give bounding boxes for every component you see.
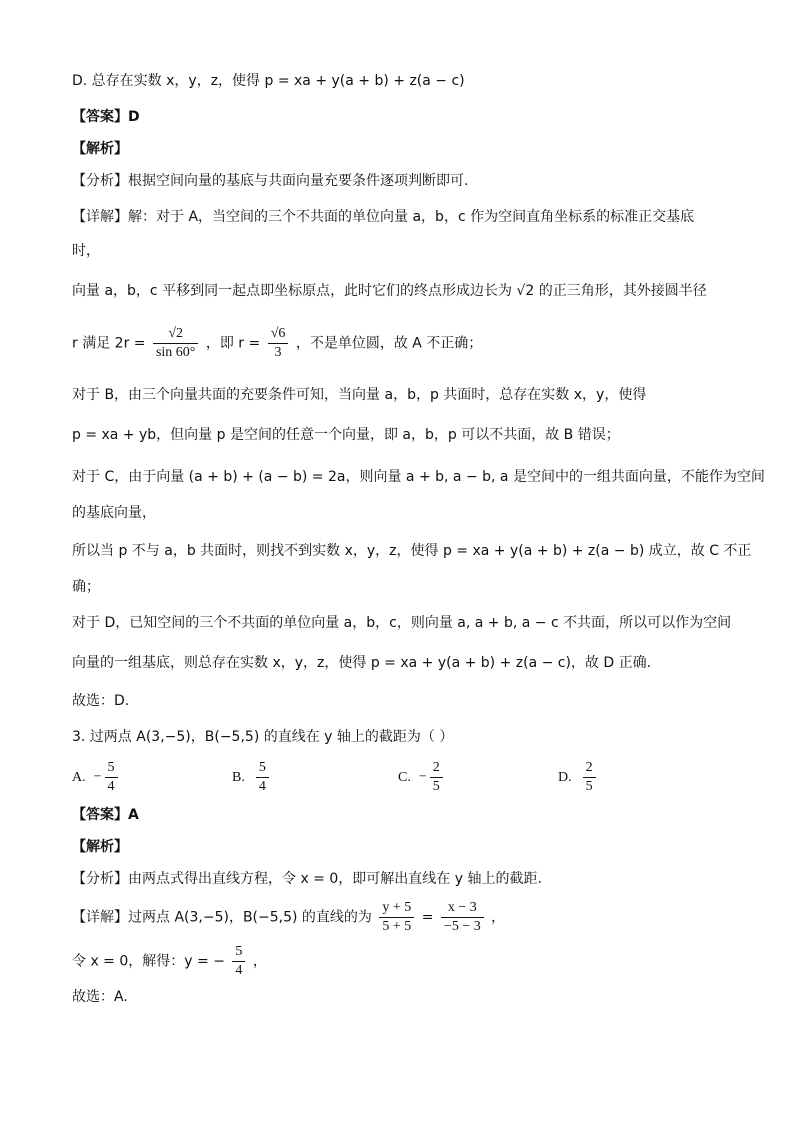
fraction-denominator: 4 xyxy=(258,779,266,794)
option-d-text: D. 总存在实数 x，y，z，使得 p = xa + y(a + b) + z(a − c) xyxy=(72,73,465,89)
fraction-numerator: 5 xyxy=(256,760,269,778)
detail-line: p = xa + yb，但向量 p 是空间的任意一个向量，即 a，b，p 可以不共面，故 B 错误； xyxy=(72,427,620,443)
option-label: B. xyxy=(232,769,245,785)
question-3: 3. 过两点 A(3,−5)，B(−5,5) 的直线在 y 轴上的截距为（ ） xyxy=(72,729,454,745)
fraction-denominator: 5 xyxy=(432,779,440,794)
detail-line: 向量 a，b，c 平移到同一起点即坐标原点，此时它们的终点形成边长为 √2 的正三角形，其外接圆半径 xyxy=(72,283,707,299)
detail-text: ， xyxy=(491,909,506,926)
option-label: A. xyxy=(72,769,86,785)
option-label: D. xyxy=(558,769,572,785)
answer-option xyxy=(398,760,446,795)
detail-line: 【详解】解：对于 A，当空间的三个不共面的单位向量 a，b，c 作为空间直角坐标系的标准正交基底 xyxy=(72,209,695,225)
option-sign: − xyxy=(418,769,427,785)
detail-text: ，不是单位圆，故 A 不正确； xyxy=(295,335,483,352)
answer-label: 【答案】A xyxy=(72,807,139,823)
fraction-numerator: 2 xyxy=(430,760,443,778)
equals-sign: = xyxy=(421,909,434,926)
fraction-denominator: 4 xyxy=(235,963,243,978)
option-label: C. xyxy=(398,769,411,785)
fraction-numerator: √6 xyxy=(268,326,289,344)
fraction xyxy=(441,900,484,935)
fraction-numerator: y + 5 xyxy=(379,900,414,918)
fraction xyxy=(232,944,245,979)
analysis-summary: 【分析】根据空间向量的基底与共面向量充要条件逐项判断即可. xyxy=(72,173,469,189)
fraction-denominator: 3 xyxy=(274,345,282,360)
answer-option xyxy=(72,760,121,795)
option-fraction xyxy=(430,760,443,795)
detail-line: 对于 C，由于向量 (a + b) + (a − b) = 2a，则向量 a + b, a − b, a 是空间中的一组共面向量，不能作为空间 xyxy=(72,469,765,485)
fraction-denominator: sin 60° xyxy=(155,345,196,360)
detail-text: r 满足 2r = xyxy=(72,335,146,352)
fraction-denominator: −5 − 3 xyxy=(443,919,481,934)
analysis-label: 【解析】 xyxy=(72,839,128,855)
fraction xyxy=(268,326,289,361)
detail-line: 时， xyxy=(72,243,100,259)
option-sign: − xyxy=(93,769,102,785)
fraction xyxy=(379,900,414,935)
fraction-numerator: 5 xyxy=(105,760,118,778)
detail-formula-line xyxy=(72,900,728,935)
fraction-denominator: 5 + 5 xyxy=(382,919,412,934)
option-fraction xyxy=(256,760,269,795)
option-fraction xyxy=(583,760,596,795)
fraction xyxy=(153,326,198,361)
detail-line: 的基底向量， xyxy=(72,505,156,521)
fraction-numerator: 5 xyxy=(232,944,245,962)
detail-text: ，即 r = xyxy=(205,335,261,352)
fraction-numerator: 2 xyxy=(583,760,596,778)
detail-line: 向量的一组基底，则总存在实数 x，y，z，使得 p = xa + y(a + b) + z(a − c)，故 D 正确. xyxy=(72,655,652,671)
fraction-numerator: x − 3 xyxy=(441,900,484,918)
detail-text: ， xyxy=(252,953,267,970)
fraction-numerator: √2 xyxy=(153,326,198,344)
conclusion-text: 故选：A. xyxy=(72,989,128,1005)
detail-text: 【详解】过两点 A(3,−5)，B(−5,5) 的直线的为 xyxy=(72,909,372,926)
detail-line: 确； xyxy=(72,579,100,595)
option-fraction xyxy=(105,760,118,795)
conclusion-text: 故选：D. xyxy=(72,693,130,709)
fraction-denominator: 4 xyxy=(107,779,115,794)
detail-formula-line xyxy=(72,326,728,361)
detail-formula-line xyxy=(72,944,728,979)
detail-line: 对于 B，由三个向量共面的充要条件可知，当向量 a，b，p 共面时，总存在实数 x，y，使得 xyxy=(72,387,647,403)
answer-option xyxy=(558,760,599,795)
detail-line: 所以当 p 不与 a，b 共面时，则找不到实数 x，y，z，使得 p = xa + y(a + b) + z(a − b) 成立，故 C 不正 xyxy=(72,543,752,559)
detail-text: 令 x = 0，解得：y = − xyxy=(72,953,225,970)
answer-option xyxy=(232,760,272,795)
detail-line: 对于 D，已知空间的三个不共面的单位向量 a，b，c，则向量 a, a + b, a − c 不共面，所以可以作为空间 xyxy=(72,615,732,631)
analysis-summary: 【分析】由两点式得出直线方程，令 x = 0，即可解出直线在 y 轴上的截距. xyxy=(72,871,542,887)
fraction-denominator: 5 xyxy=(585,779,593,794)
analysis-label: 【解析】 xyxy=(72,141,128,157)
answer-label: 【答案】D xyxy=(72,109,140,125)
